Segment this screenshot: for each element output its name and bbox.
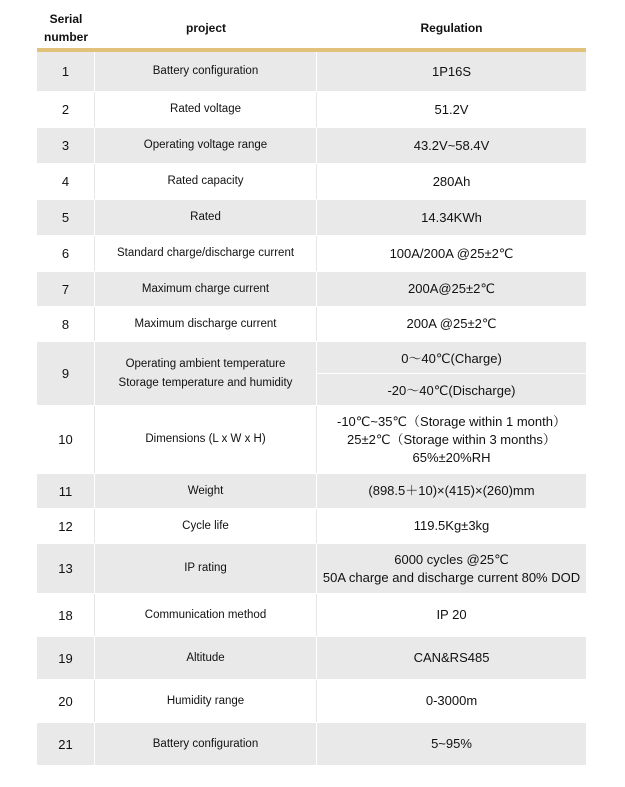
serial-cell: 2 [37,92,95,127]
serial-cell: 12 [37,509,95,543]
table-row [37,236,586,272]
project-cell: Maximum charge current [95,272,317,306]
project-cell: Rated voltage [95,92,317,127]
project-cell: Communication method [95,594,317,636]
table-row [37,307,586,342]
header-regulation: Regulation [420,21,483,35]
regulation-cell: (898.5＋10)×(415)×(260)mm [368,483,535,498]
table-row [37,52,586,92]
project-cell: Maximum discharge current [95,307,317,341]
table-row [37,272,586,307]
spec-table [37,8,586,766]
project-line: Operating ambient temperature [125,357,286,370]
table-row [37,342,586,406]
project-cell [95,342,317,405]
project-line: Storage temperature and humidity [118,376,293,389]
regulation-line: 25±2℃（Storage within 3 months） [347,431,556,447]
serial-cell: 20 [37,680,95,722]
serial-cell: 7 [37,272,95,306]
project-cell: Dimensions (L x W x H) [95,406,317,473]
serial-cell: 8 [37,307,95,341]
regulation-cell [317,544,586,593]
regulation-cell: CAN&RS485 [413,650,490,665]
regulation-cell: 1P16S [431,63,472,79]
serial-cell: 9 [37,342,95,405]
regulation-cell: 100A/200A @25±2℃ [389,245,514,261]
project-cell: Battery configuration [95,723,317,765]
table-row [37,680,586,723]
serial-cell: 3 [37,128,95,163]
project-cell: Battery configuration [95,52,317,91]
regulation-cell: IP 20 [436,607,467,622]
regulation-cell: 280Ah [432,173,471,189]
table-row [37,544,586,594]
regulation-cell: 5~95% [431,736,472,751]
regulation-cell: 43.2V~58.4V [413,137,490,153]
serial-cell: 5 [37,200,95,235]
serial-cell: 13 [37,544,95,593]
regulation-line: 65%±20%RH [412,449,491,465]
header-project: project [185,21,226,35]
regulation-split-cell [317,342,586,405]
regulation-line: 50A charge and discharge current 80% DOD [322,569,581,585]
serial-cell: 19 [37,637,95,679]
serial-cell: 21 [37,723,95,765]
regulation-cell: 51.2V [434,101,469,117]
table-row [37,594,586,637]
table-row [37,637,586,680]
header-serial-number: Serial number [43,12,88,44]
table-row [37,92,586,128]
project-cell: Humidity range [95,680,317,722]
serial-cell: 4 [37,164,95,199]
regulation-subcell: -20～40℃(Discharge) [387,383,516,398]
project-cell: Rated [95,200,317,235]
regulation-cell [317,406,586,473]
serial-cell: 6 [37,236,95,271]
project-cell: Operating voltage range [95,128,317,163]
regulation-cell: 200A@25±2℃ [408,281,495,296]
table-header [37,8,586,52]
serial-cell: 10 [37,406,95,473]
table-row [37,406,586,474]
regulation-cell: 14.34KWh [421,209,482,225]
project-cell: Rated capacity [95,164,317,199]
regulation-cell: 0-3000m [425,693,478,708]
table-row [37,474,586,509]
project-cell: Weight [95,474,317,508]
project-cell: Standard charge/discharge current [95,236,317,271]
table-row [37,200,586,236]
regulation-subcell: 0～40℃(Charge) [317,342,586,374]
regulation-line: -10℃~35℃（Storage within 1 month） [336,413,566,429]
serial-cell: 18 [37,594,95,636]
table-row [37,509,586,544]
regulation-line: 6000 cycles @25℃ [394,551,509,567]
regulation-cell: 119.5Kg±3kg [413,518,490,533]
table-row [37,128,586,164]
serial-cell: 11 [37,474,95,508]
table-row [37,164,586,200]
serial-cell: 1 [37,52,95,91]
regulation-cell: 200A @25±2℃ [406,316,497,331]
project-cell: IP rating [95,544,317,593]
table-row [37,723,586,766]
project-cell: Cycle life [95,509,317,543]
project-cell: Altitude [95,637,317,679]
